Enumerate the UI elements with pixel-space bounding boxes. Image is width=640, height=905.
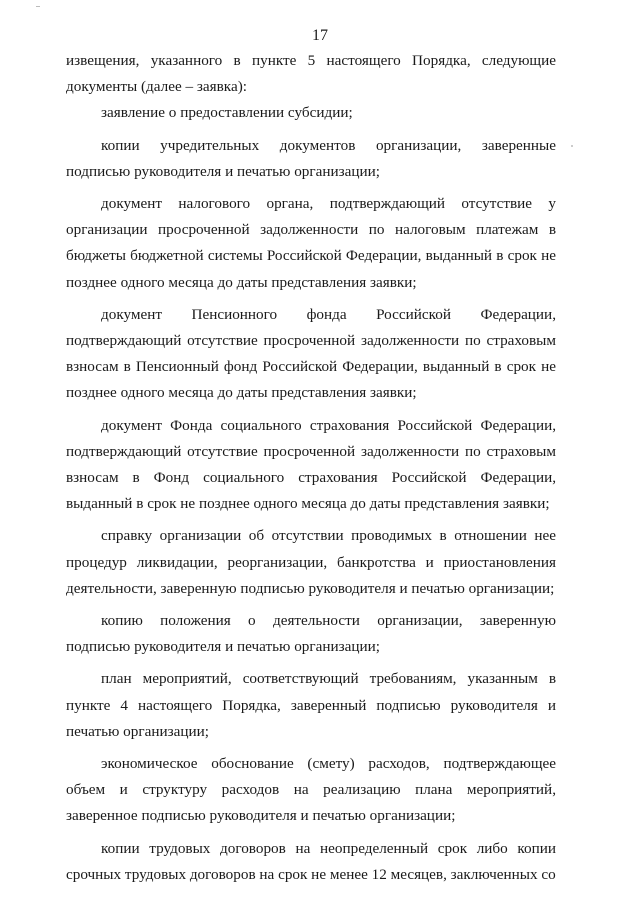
paragraph-pension-fund-certificate: документ Пенсионного фонда Российской Федерации, подтверждающий отсутствие просроченной задолженности по страховым взносам в Пенсионный фонд Российской Федерации, выданный в срок не позднее одного месяца до даты представления заявки; — [66, 305, 556, 402]
page-number: 17 — [312, 27, 328, 44]
paragraph-application: заявление о предоставлении субсидии; — [101, 104, 353, 122]
document-body — [66, 48, 556, 888]
paragraph-employment-contracts: копии трудовых договоров на неопределенный срок либо копии срочных трудовых договоров на срок не менее 12 месяцев, заключенных со — [66, 839, 556, 883]
paragraph-social-insurance-certificate: документ Фонда социального страхования Российской Федерации, подтверждающий отсутствие просроченной задолженности по страховым взносам в Фонд социального страхования Российской Федерации, выданный в срок не позднее одного месяца до даты представления заявки; — [66, 416, 556, 513]
paragraph-cost-estimate: экономическое обоснование (смету) расходов, подтверждающее объем и структуру расходов на реализацию плана мероприятий, заверенное подписью руководителя и печатью организации; — [66, 755, 556, 825]
scan-mark — [36, 6, 40, 7]
scan-mark — [571, 145, 573, 147]
paragraph-liquidation-statement: справку организации об отсутствии проводимых в отношении нее процедур ликвидации, реорганизации, банкротства и приостановления деятельности, заверенную подписью руководителя и печатью организации; — [66, 527, 556, 597]
paragraph-tax-certificate: документ налогового органа, подтверждающий отсутствие у организации просроченной задолженности по налоговым платежам в бюджеты бюджетной системы Российской Федерации, выданный в срок не позднее одного месяца до даты представления заявки; — [66, 195, 556, 291]
paragraph-founding-documents: копии учредительных документов организации, заверенные подписью руководителя и печатью организации; — [66, 136, 556, 180]
paragraph-activity-plan: план мероприятий, соответствующий требованиям, указанным в пункте 4 настоящего Порядка, заверенный подписью руководителя и печатью организации; — [66, 670, 556, 740]
paragraph-intro: извещения, указанного в пункте 5 настоящего Порядка, следующие документы (далее – заявка): — [66, 52, 556, 96]
paragraph-regulations-copy: копию положения о деятельности организации, заверенную подписью руководителя и печатью организации; — [66, 612, 556, 656]
